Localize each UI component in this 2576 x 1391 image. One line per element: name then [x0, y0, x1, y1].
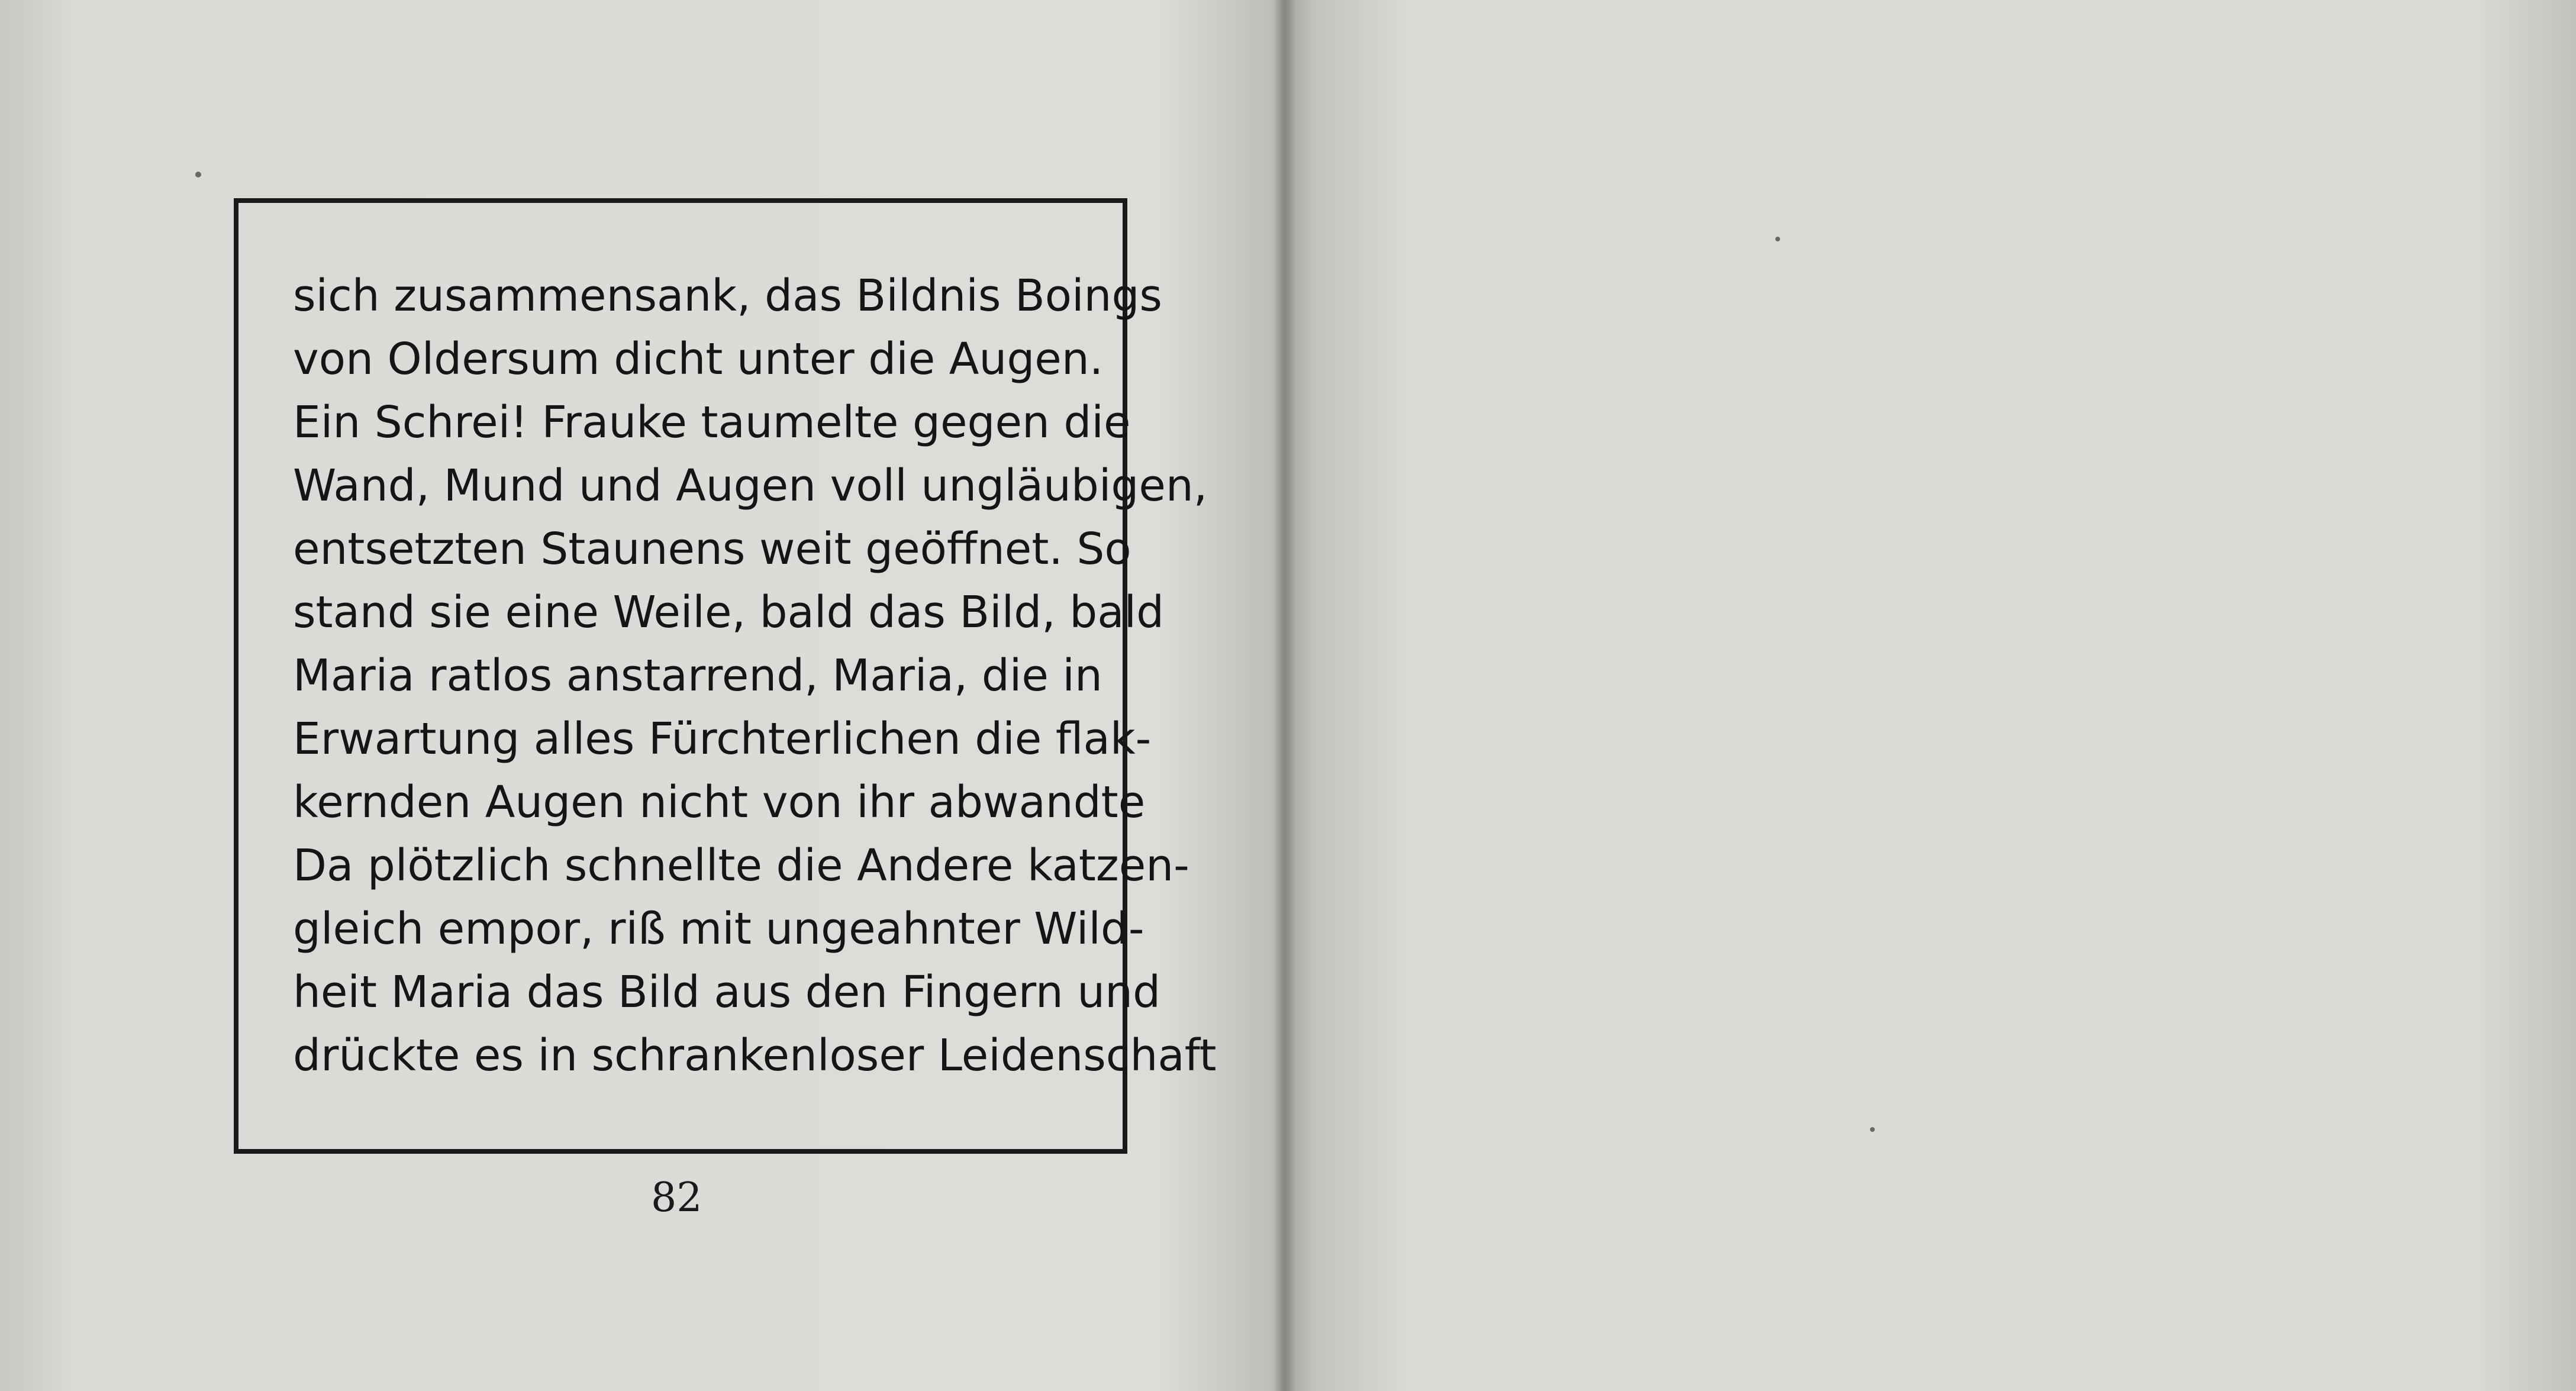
paper-speck — [1870, 1127, 1875, 1132]
text-line: sich zusammensank, das Bildnis Boings — [293, 270, 1162, 321]
text-line: kernden Augen nicht von ihr abwandte — [293, 777, 1146, 828]
page-number: 82 — [651, 1174, 702, 1221]
text-line: Erwartung alles Fürchterlichen die flak- — [293, 714, 1152, 764]
text-line: gleich empor, riß mit ungeahnter Wild- — [293, 903, 1144, 954]
text-line: Da plötzlich schnellte die Andere katzen- — [293, 840, 1189, 891]
text-line: Ein Schrei! Frauke taumelte gegen die — [293, 397, 1131, 448]
text-line: Maria ratlos anstarrend, Maria, die in — [293, 650, 1102, 701]
text-line: entsetzten Staunens weit geöffnet. So — [293, 524, 1131, 575]
left-page — [0, 0, 1284, 1391]
text-line: heit Maria das Bild aus den Fingern und — [293, 967, 1161, 1018]
right-page — [1284, 0, 2576, 1391]
paper-speck — [1775, 237, 1780, 241]
text-line: von Oldersum dicht unter die Augen. — [293, 334, 1104, 385]
left-page-text — [293, 264, 1217, 1087]
text-line: Wand, Mund und Augen voll ungläubigen, — [293, 460, 1208, 511]
paper-speck — [195, 172, 201, 177]
text-line: stand sie eine Weile, bald das Bild, bald — [293, 587, 1165, 638]
text-line: drückte es in schrankenloser Leidenschaft — [293, 1030, 1217, 1081]
